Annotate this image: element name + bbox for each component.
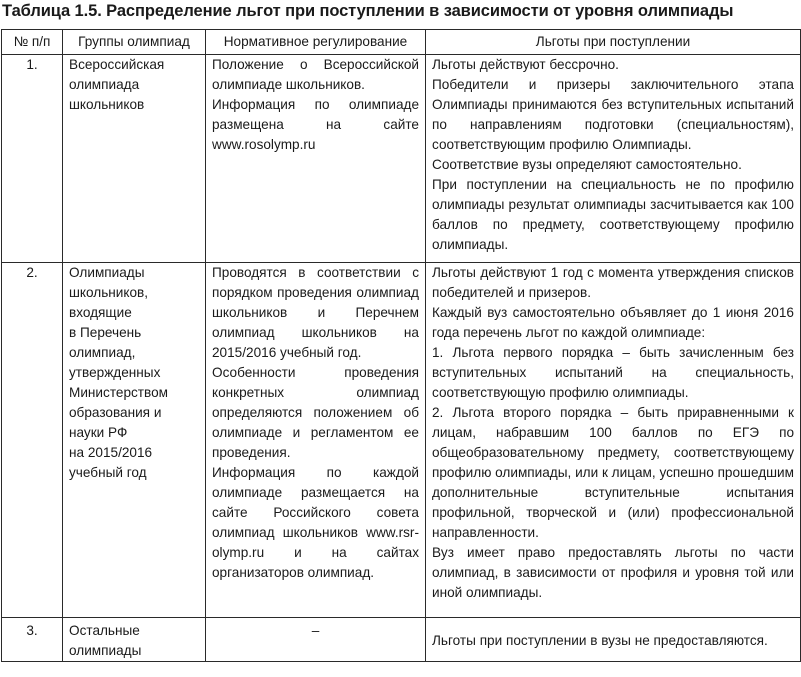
benefit-paragraph: Льготы при поступлении в вузы не предоставляются. <box>432 633 768 648</box>
normative-regulation <box>206 263 426 618</box>
norm-paragraph: Положение о Всероссийской олимпиаде школьников. <box>212 57 419 92</box>
group-line: олимпиады <box>69 643 142 658</box>
group-line: науки РФ <box>69 425 128 440</box>
table-row <box>2 618 801 662</box>
row-number: 1. <box>2 55 63 263</box>
normative-regulation: – <box>206 618 426 662</box>
group-line: Олимпиады <box>69 265 145 280</box>
benefit-paragraph: Победители и призеры заключительного этапа Олимпиады принимаются без вступительных испытаний по направлениям подготовки (специальностям), соответствующим профилю Олимпиады. <box>432 77 794 152</box>
norm-paragraph: Проводятся в соответствии с порядком проведения олимпиад школьников и Перечнем олимпиад школьников на 2015/2016 учебный год. <box>212 265 419 360</box>
group-line: олимпиад, <box>69 345 136 360</box>
table-caption: Таблица 1.5. Распределение льгот при поступлении в зависимости от уровня олимпиады <box>2 2 734 20</box>
admission-benefits <box>426 263 801 618</box>
benefit-paragraph: Вуз имеет право предоставлять льготы по части олимпиад, в зависимости от профиля и уровня той или иной олимпиады. <box>432 545 794 600</box>
normative-regulation <box>206 55 426 263</box>
group-line: Всероссийская <box>69 57 165 72</box>
olympiad-group <box>63 618 206 662</box>
group-line: школьников, <box>69 285 149 300</box>
table-row <box>2 55 801 263</box>
benefit-paragraph: Льготы действуют 1 год с момента утверждения списков победителей и призеров. <box>432 265 794 300</box>
header-num: № п/п <box>2 30 63 55</box>
group-line: Министерством <box>69 385 169 400</box>
benefit-paragraph: При поступлении на специальность не по профилю олимпиады результат олимпиады засчитывается как 100 баллов по предмету, соответствующему профилю олимпиады. <box>432 177 794 252</box>
admission-benefits <box>426 618 801 662</box>
admission-benefits <box>426 55 801 263</box>
group-line: Остальные <box>69 623 140 638</box>
norm-paragraph: Информация по каждой олимпиаде размещается на сайте Российского совета олимпиад школьников www.rsr-olymp.ru и на сайтах организаторов олимпиад. <box>212 465 419 580</box>
olympiad-benefits-table <box>1 29 801 662</box>
row-number: 2. <box>2 263 63 618</box>
table-row <box>2 263 801 618</box>
group-line: в Перечень <box>69 325 142 340</box>
table-header-row <box>2 30 801 55</box>
header-benefit: Льготы при поступлении <box>426 30 801 55</box>
header-group: Группы олимпиад <box>63 30 206 55</box>
benefit-paragraph: 2. Льгота второго порядка – быть приравненными к лицам, набравшим 100 баллов по ЕГЭ по общеобразовательному предмету, соответствующему профилю олимпиады, или к лицам, успешно прошедшим дополнительные вступительные испытания профильной, творческой и (или) профессиональной направленности. <box>432 405 794 540</box>
norm-paragraph: Особенности проведения конкретных олимпиад определяются положением об олимпиаде и регламентом ее проведения. <box>212 365 419 460</box>
group-line: образования и <box>69 405 162 420</box>
group-line: утвержденных <box>69 365 161 380</box>
group-line: на 2015/2016 <box>69 445 153 460</box>
benefit-paragraph: Льготы действуют бессрочно. <box>432 57 619 72</box>
group-line: олимпиада <box>69 77 140 92</box>
norm-paragraph: Информация по олимпиаде размещена на сайте www.rosolymp.ru <box>212 97 419 152</box>
group-line: входящие <box>69 305 132 320</box>
row-number: 3. <box>2 618 63 662</box>
benefit-paragraph: Каждый вуз самостоятельно объявляет до 1 июня 2016 года перечень льгот по каждой олимпиаде: <box>432 305 794 340</box>
benefit-paragraph: 1. Льгота первого порядка – быть зачисленным без вступительных испытаний на специальность, соответствующую профилю олимпиады. <box>432 345 794 400</box>
header-norm: Нормативное регулирование <box>206 30 426 55</box>
benefit-paragraph: Соответствие вузы определяют самостоятельно. <box>432 157 742 172</box>
group-line: школьников <box>69 97 145 112</box>
group-line: учебный год <box>69 465 147 480</box>
olympiad-group <box>63 55 206 263</box>
olympiad-group <box>63 263 206 618</box>
